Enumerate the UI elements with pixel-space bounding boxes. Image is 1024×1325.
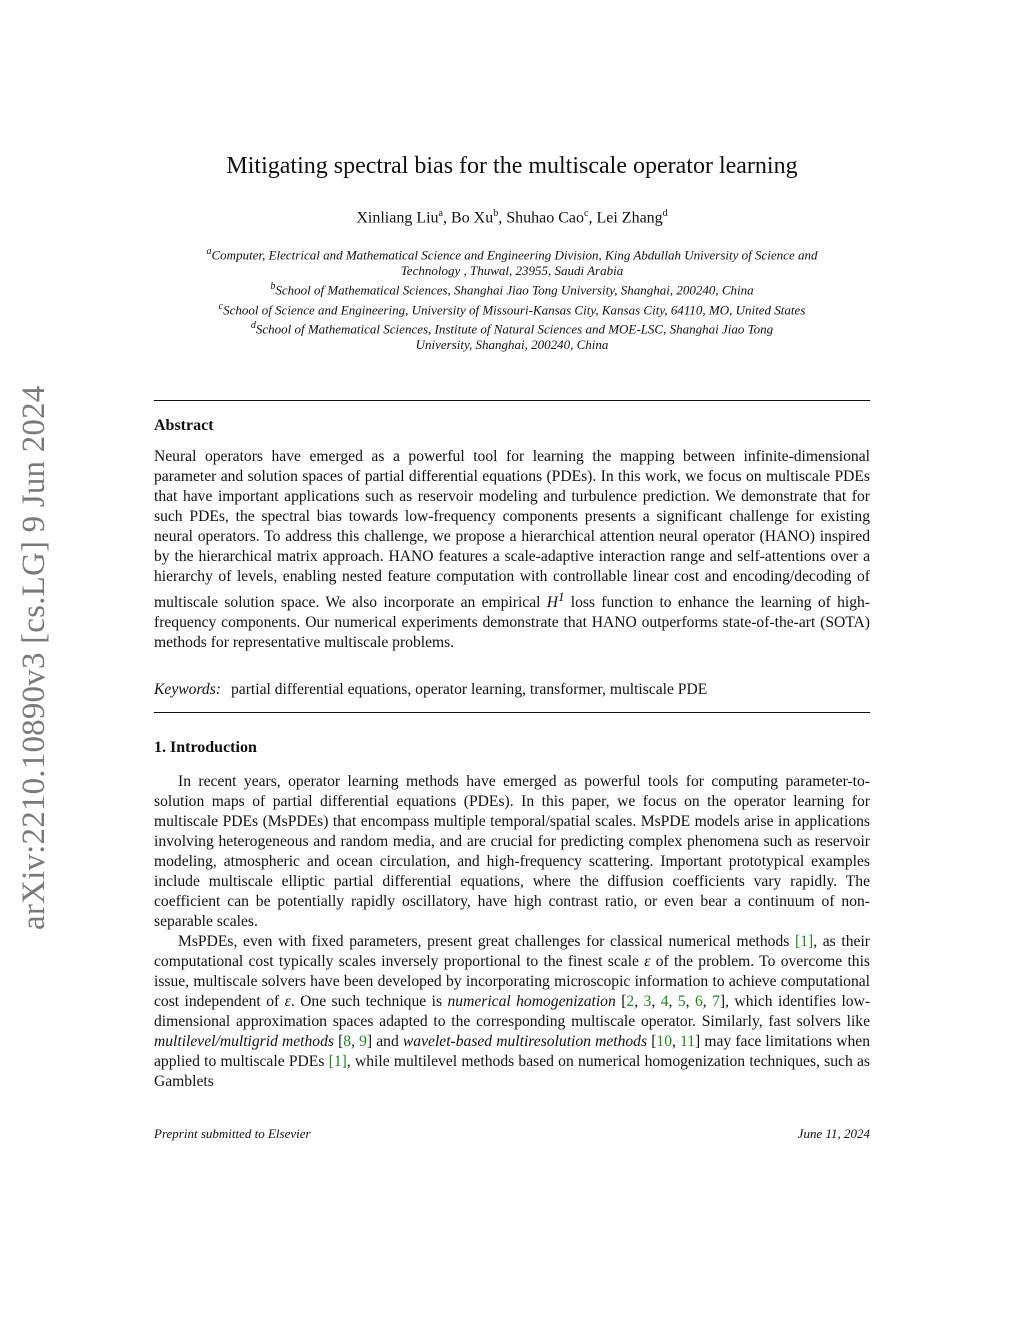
- author-name: Shuhao Cao: [506, 209, 585, 227]
- author-name: Xinliang Liu: [356, 209, 439, 227]
- paper-title: Mitigating spectral bias for the multiscale operator learning: [226, 153, 798, 179]
- abstract-heading: Abstract: [154, 417, 214, 434]
- author-name: Lei Zhang: [596, 209, 663, 227]
- author-affiliation-mark: d: [662, 208, 668, 219]
- author-affiliation-mark: a: [438, 208, 443, 219]
- affiliations: [154, 244, 870, 353]
- citation-link[interactable]: 5: [677, 993, 686, 1010]
- abstract-bottom-rule: [154, 712, 870, 713]
- author-affiliation-mark: b: [493, 208, 499, 219]
- citation-link[interactable]: 7: [712, 993, 720, 1010]
- arxiv-identifier[interactable]: arXiv:2210.10890v3 [cs.LG] 9 Jun 2024: [16, 385, 52, 930]
- affiliation-a: $^a$Computer, Electrical and Mathematical Science and Engineering Division, King Abdullah University of Science and Technology , Thuwal, 23955, Saudi Arabia: [206, 246, 818, 279]
- citation-link[interactable]: [1]: [328, 1053, 347, 1070]
- paragraph: MsPDEs, even with fixed parameters, present great challenges for classical numerical methods [1], as their computational cost typically scales inversely proportional to the finest scale ε of the problem. To overcome this issue, multiscale solvers have been developed by incorporating microscopic information to achieve computational cost independent of ε. One such technique is numerical homogenization [2, 3, 4, 5, 6, 7], which identifies low-dimensional approximation spaces adapted to the corresponding multiscale operator. Similarly, fast solvers like multilevel/multigrid methods [8, 9] and wavelet-based multiresolution methods [10, 11] may face limitations when applied to multiscale PDEs [1], while multilevel methods based on numerical homogenization techniques, such as Gamblets: [154, 933, 871, 1090]
- author-list: Xinliang Liu$^a$, Bo Xu$^b$, Shuhao Cao$^c$, Lei Zhang$^d$: [356, 208, 668, 227]
- affiliation-c: $^c$School of Science and Engineering, University of Missouri-Kansas City, Kansas City, 64110, MO, United States: [218, 300, 806, 317]
- math-h1: $H^1$: [546, 589, 565, 612]
- keywords-label: Keywords:: [154, 681, 221, 698]
- citation-link[interactable]: 11: [680, 1033, 696, 1050]
- keywords: [154, 680, 870, 700]
- citation-link[interactable]: 10: [656, 1033, 672, 1050]
- citation-link[interactable]: 8: [343, 1033, 352, 1050]
- author-affiliation-mark: c: [584, 208, 589, 219]
- author-name: Bo Xu: [451, 209, 494, 227]
- section-heading: 1. Introduction: [154, 739, 257, 756]
- footer-left: Preprint submitted to Elsevier: [154, 1126, 311, 1141]
- citation-link[interactable]: 3: [643, 993, 652, 1010]
- paragraph: In recent years, operator learning methods have emerged as powerful tools for computing parameter-to-solution maps of partial differential equations (PDEs). In this paper, we focus on the operator learning for multiscale PDEs (MsPDEs) that encompass multiple temporal/spatial scales. MsPDE models arise in applications involving heterogeneous and random media, and are crucial for predicting complex phenomena such as reservoir modeling, atmospheric and ocean circulation, and high-frequency scattering. Important prototypical examples include multiscale elliptic partial differential equations, where the diffusion coefficients vary rapidly. The coefficient can be potentially rapidly oscillatory, have high contrast ratio, or even bear a continuum of non-separable scales.: [154, 773, 870, 930]
- affiliation-b: $^b$School of Mathematical Sciences, Shanghai Jiao Tong University, Shanghai, 200240, China: [270, 281, 754, 298]
- citation-link[interactable]: 6: [694, 993, 703, 1010]
- abstract-body: Neural operators have emerged as a powerful tool for learning the mapping between infinite-dimensional parameter and solution spaces of partial differential equations (PDEs). In this work, we focus on multiscale PDEs that have important applications such as reservoir modeling and turbulence prediction. We demonstrate that for such PDEs, the spectral bias towards low-frequency components presents a significant challenge for existing neural operators. To address this challenge, we propose a hierarchical attention neural operator (HANO) inspired by the hierarchical matrix approach. HANO features a scale-adaptive interaction range and self-attentions over a hierarchy of levels, enabling nested feature computation with controllable linear cost and encoding/decoding of multiscale solution space. We also incorporate an empirical $H^1$ loss function to enhance the learning of high-frequency components. Our numerical experiments demonstrate that HANO outperforms state-of-the-art (SOTA) methods for representative multiscale problems.: [154, 448, 870, 652]
- citation-link[interactable]: 9: [359, 1033, 367, 1050]
- citation-link[interactable]: 2: [626, 993, 635, 1010]
- footer-date: June 11, 2024: [797, 1126, 870, 1141]
- affiliation-d: $^d$School of Mathematical Sciences, Institute of Natural Sciences and MOE-LSC, Shanghai Jiao Tong University, Shanghai, 200240, China: [250, 319, 774, 353]
- citation-link[interactable]: [1]: [795, 933, 814, 950]
- citation-link[interactable]: 4: [660, 993, 669, 1010]
- abstract-top-rule: [154, 400, 870, 401]
- introduction-body: [154, 772, 870, 1092]
- keywords-text: partial differential equations, operator learning, transformer, multiscale PDE: [231, 681, 708, 698]
